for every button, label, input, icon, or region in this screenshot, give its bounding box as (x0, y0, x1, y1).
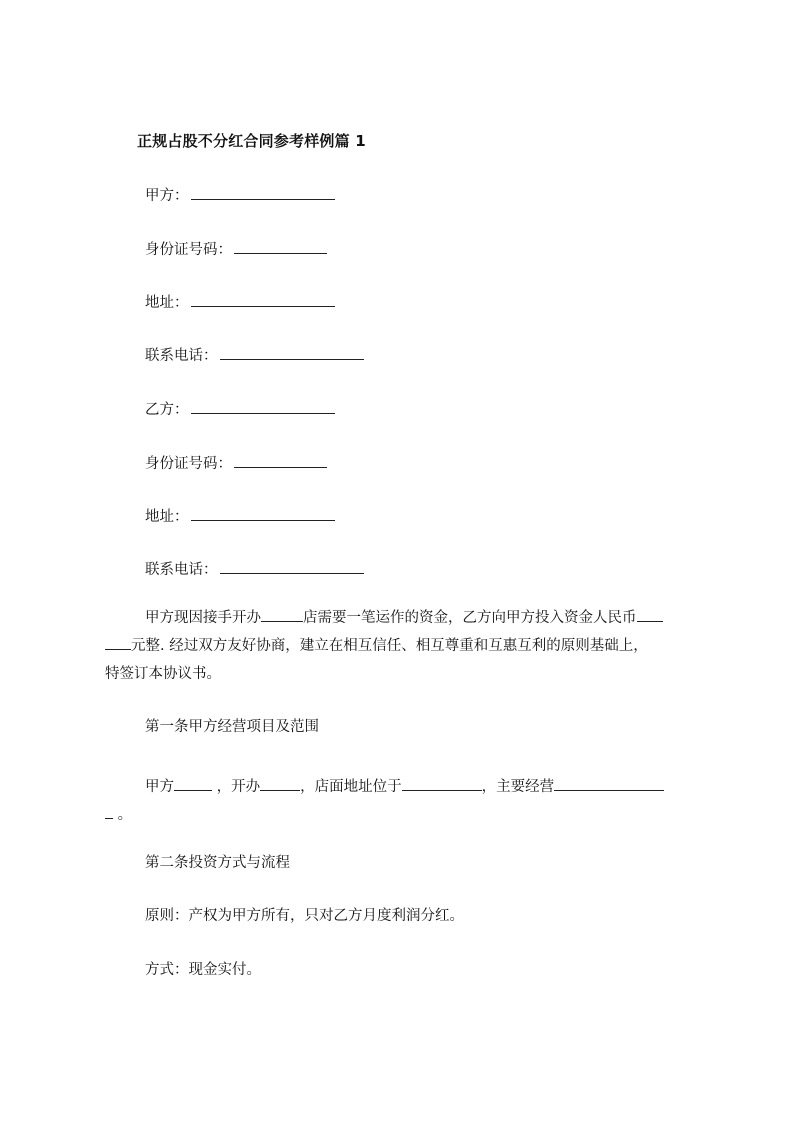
intro-text-1: 甲方现因接手开办 (145, 610, 261, 626)
party-b-address-blank (191, 506, 335, 521)
intro-line-1 (105, 604, 695, 632)
party-a-id-blank (234, 239, 327, 254)
party-b-address-field (145, 506, 335, 527)
party-b-id-label: 身份证号码： (145, 456, 232, 472)
party-b-name-blank (191, 399, 335, 414)
business-blank-b (105, 804, 113, 819)
party-a-phone-label: 联系电话： (145, 348, 218, 364)
article-1-text-5: 。 (117, 807, 133, 823)
party-a-id-label: 身份证号码： (145, 242, 232, 258)
party-a-id-field (145, 239, 327, 260)
party-b-phone-field (145, 559, 364, 580)
intro-paragraph (105, 604, 695, 688)
intro-text-4: 特签订本协议书。 (105, 666, 221, 682)
party-b-address-label: 地址： (145, 509, 189, 525)
party-a-address-label: 地址： (145, 295, 189, 311)
article-1-text-1: 甲方 (145, 779, 174, 795)
party-a-address-blank (191, 292, 335, 307)
party-b-phone-label: 联系电话： (145, 562, 218, 578)
party-a-phone-field (145, 345, 364, 366)
party-b-id-blank (234, 453, 327, 468)
intro-line-3 (105, 660, 695, 688)
article-1-line-1 (105, 773, 695, 801)
intro-line-2 (105, 632, 695, 660)
party-b-phone-blank (220, 559, 364, 574)
intro-text-3: 元整. 经过双方友好协商，建立在相互信任、相互尊重和互惠互利的原则基础上， (131, 638, 648, 654)
article-2-heading: 第二条投资方式与流程 (145, 855, 290, 871)
party-a-name-blank (191, 185, 335, 200)
article-2-principle: 原则：产权为甲方所有，只对乙方月度利润分红。 (145, 908, 464, 924)
party-a-name-label: 甲方： (145, 188, 189, 204)
intro-text-2: 店需要一笔运作的资金，乙方向甲方投入资金人民币 (303, 610, 637, 626)
open-blank (260, 776, 300, 791)
address-blank (402, 776, 482, 791)
party-a-blank (174, 776, 212, 791)
article-1-body (105, 773, 695, 829)
document-title: 正规占股不分红合同参考样例篇 1 (137, 132, 366, 150)
party-b-name-field (145, 399, 335, 420)
party-a-address-field (145, 292, 335, 313)
party-b-id-field (145, 453, 327, 474)
shop-name-blank (261, 607, 303, 622)
party-b-name-label: 乙方： (145, 402, 189, 418)
business-blank-a (554, 776, 664, 791)
party-a-phone-blank (220, 345, 364, 360)
article-1-line-2 (105, 801, 695, 829)
article-1-text-2: ，开办 (216, 779, 261, 795)
amount-blank-a (637, 607, 663, 622)
article-1-heading: 第一条甲方经营项目及范围 (145, 719, 319, 735)
article-2-method: 方式：现金实付。 (145, 962, 261, 978)
article-1-text-3: ，店面地址位于 (300, 779, 402, 795)
article-1-text-4: ，主要经营 (481, 779, 555, 795)
party-a-name-field (145, 185, 335, 206)
amount-blank-b (105, 635, 131, 650)
